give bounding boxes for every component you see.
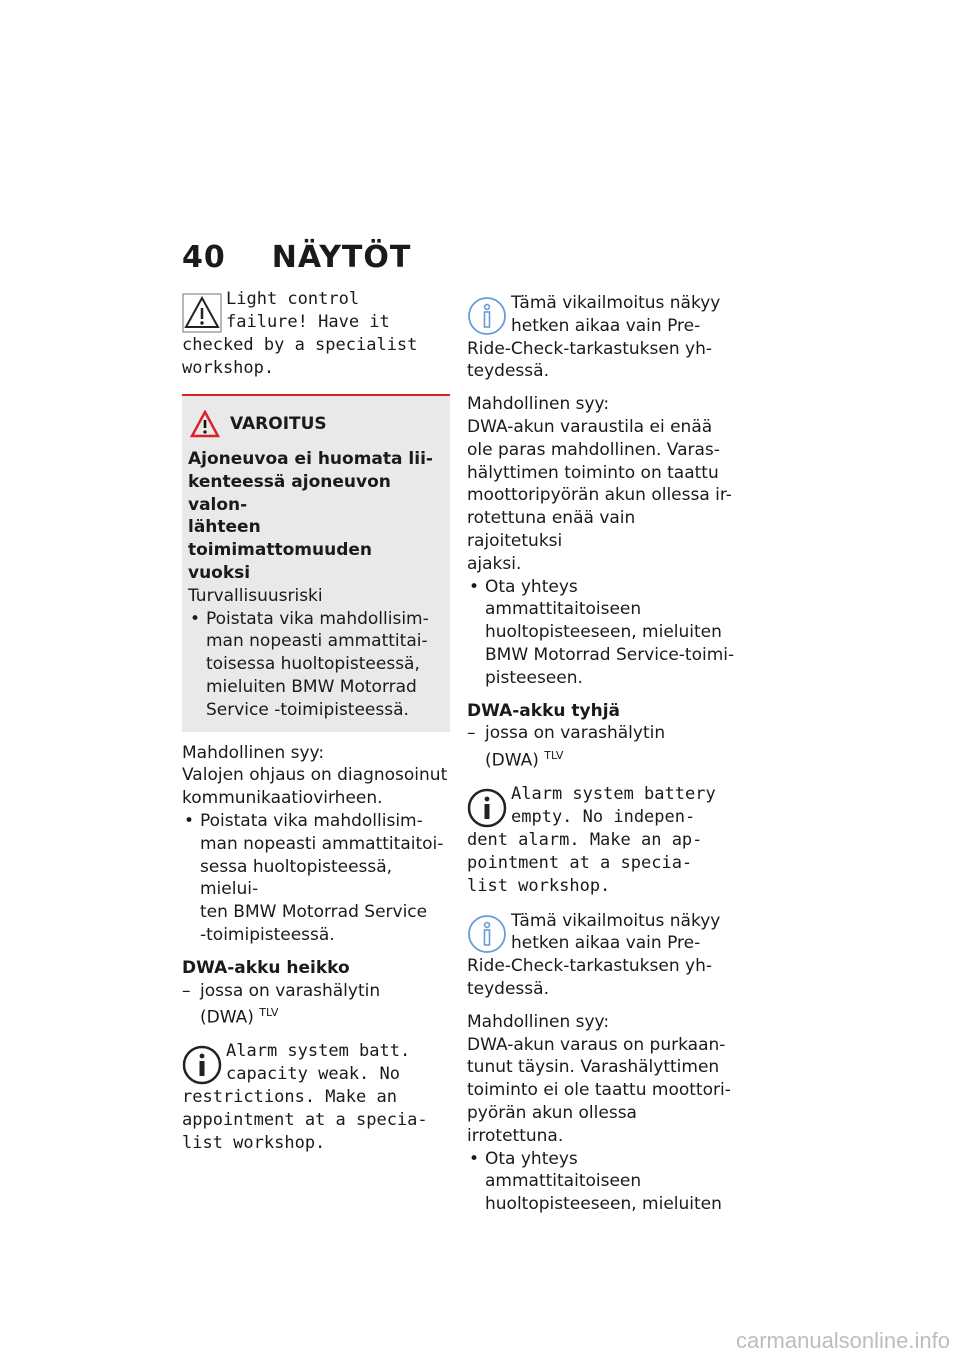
message-line: Alarm system batt.: [226, 1040, 411, 1061]
dash-line: (DWA): [485, 750, 539, 771]
page-number: 40: [182, 240, 226, 275]
page-header: [182, 240, 411, 275]
message-line: restrictions. Make an: [182, 1086, 397, 1107]
dash-mark: –: [182, 980, 191, 1001]
info-line: Ride-Check-tarkastuksen yh-: [467, 956, 712, 977]
cause-label: Mahdollinen syy:: [467, 1011, 610, 1032]
bullet-line: mieluiten BMW Motorrad: [206, 676, 417, 697]
bullet-line: Poistata vika mahdollisim-: [200, 810, 423, 831]
right-column: [467, 288, 735, 1216]
action-bullet: [467, 1148, 735, 1216]
bullet-line: BMW Motorrad Service-toimi-: [485, 644, 735, 665]
info-line: teydessä.: [467, 978, 549, 999]
info-icon: [467, 788, 507, 828]
cause-line: moottoripyörän akun ollessa ir-: [467, 485, 732, 506]
headline-line: kenteessä ajoneuvon valon-: [188, 471, 391, 515]
warning-subtitle: Turvallisuusriski: [188, 585, 323, 606]
bullet-dot: •: [469, 1148, 480, 1169]
action-bullet: [182, 810, 450, 947]
message-line: pointment at a specia-: [467, 852, 693, 873]
warning-triangle-icon: [182, 293, 222, 333]
dash-line: (DWA): [200, 1007, 254, 1028]
action-bullet: [467, 576, 735, 690]
info-note-1: [467, 292, 735, 383]
bullet-line: sessa huoltopisteessä, mielui-: [200, 856, 393, 900]
dash-line: jossa on varashälytin: [485, 723, 666, 744]
info-icon: [182, 1045, 222, 1085]
dash-mark: –: [467, 723, 476, 744]
cause-line: pyörän akun ollessa irrotettuna.: [467, 1102, 637, 1146]
left-column: [182, 288, 450, 1167]
info-line: teydessä.: [467, 361, 549, 382]
bullet-line: Service -toimipisteessä.: [206, 699, 409, 720]
message-line: failure! Have it: [226, 312, 390, 332]
cause-line: toiminto ei ole taattu moottori-: [467, 1080, 731, 1101]
bullet-line: huoltopisteeseen, mieluiten: [485, 1194, 722, 1215]
bullet-dot: •: [184, 810, 195, 831]
warning-headline: [188, 448, 442, 585]
page-title: NÄYTÖT: [271, 240, 412, 275]
cause-text: [182, 764, 450, 810]
bullet-dot: •: [190, 608, 201, 629]
info-line: Ride-Check-tarkastuksen yh-: [467, 338, 712, 359]
bullet-line: man nopeasti ammattitai-: [206, 631, 428, 652]
bullet-line: Ota yhteys ammattitaitoiseen: [485, 576, 642, 620]
display-message-battery-weak: [182, 1040, 450, 1155]
info-line: Tämä vikailmoitus näkyy: [511, 910, 721, 931]
cause-line: ajaksi.: [467, 553, 522, 574]
info-outline-icon: [467, 914, 507, 954]
info-note-2: [467, 910, 735, 1001]
cause-line: tunut täysin. Varashälyttimen: [467, 1057, 720, 1078]
section-heading-dwa-empty: DWA-akku tyhjä: [467, 700, 621, 721]
cause-label: Mahdollinen syy:: [182, 742, 325, 763]
message-line: checked by a specialist: [182, 335, 418, 355]
message-line: list workshop.: [182, 1132, 326, 1153]
info-line: hetken aikaa vain Pre-: [511, 933, 701, 954]
display-message-light-failure: [182, 288, 450, 380]
cause-line: kommunikaatiovirheen.: [182, 788, 383, 809]
dwa-condition: [182, 980, 450, 1030]
message-line: empty. No indepen-: [511, 806, 696, 827]
warning-box: [182, 394, 450, 732]
headline-line: Ajoneuvoa ei huomata lii-: [188, 449, 433, 469]
message-line: dent alarm. Make an ap-: [467, 829, 703, 850]
message-line: appointment at a specia-: [182, 1109, 428, 1130]
warning-red-triangle-icon: [190, 410, 220, 438]
message-line: Light control: [226, 289, 360, 309]
cause-line: ole paras mahdollinen. Varas-: [467, 439, 720, 460]
message-line: Alarm system battery: [511, 783, 716, 804]
dash-line: jossa on varashälytin: [200, 980, 381, 1001]
cause-text: [467, 416, 735, 576]
bullet-line: Ota yhteys ammattitaitoiseen: [485, 1148, 642, 1192]
dwa-condition: [467, 722, 735, 772]
cause-line: DWA-akun varaustila ei enää: [467, 416, 713, 437]
cause-label: Mahdollinen syy:: [467, 394, 610, 415]
warning-label: VAROITUS: [230, 414, 327, 434]
cause-line: hälyttimen toiminto on taattu: [467, 462, 719, 483]
message-line: capacity weak. No: [226, 1063, 400, 1084]
cause-line: DWA-akun varaus on purkaan-: [467, 1034, 726, 1055]
warning-bullet: [188, 608, 442, 722]
section-heading-dwa-weak: DWA-akku heikko: [182, 957, 350, 978]
cause-line: rotettuna enää vain rajoitetuksi: [467, 508, 636, 551]
bullet-line: toisessa huoltopisteessä,: [206, 654, 420, 675]
watermark: carmanualsonline.info: [735, 1328, 950, 1353]
cause-text: [467, 1034, 735, 1148]
headline-line: vuoksi: [188, 562, 251, 583]
info-line: hetken aikaa vain Pre-: [511, 315, 701, 336]
tlv-superscript: TLV: [544, 749, 564, 763]
bullet-line: ten BMW Motorrad Service: [200, 902, 428, 923]
message-line: list workshop.: [467, 875, 611, 896]
bullet-line: Poistata vika mahdollisim-: [206, 608, 429, 629]
bullet-dot: •: [469, 576, 480, 597]
message-line: workshop.: [182, 358, 275, 378]
bullet-line: pisteeseen.: [485, 667, 583, 688]
bullet-line: -toimipisteessä.: [200, 924, 335, 945]
info-line: Tämä vikailmoitus näkyy: [511, 293, 721, 313]
info-outline-icon: [467, 296, 507, 336]
bullet-line: huoltopisteeseen, mieluiten: [485, 622, 722, 643]
tlv-superscript: TLV: [259, 1006, 279, 1020]
cause-line: Valojen ohjaus on diagnosoinut: [182, 765, 448, 786]
display-message-battery-empty: [467, 783, 735, 898]
headline-line: lähteen toimimattomuuden: [188, 517, 373, 561]
bullet-line: man nopeasti ammattitaitoi-: [200, 833, 444, 854]
